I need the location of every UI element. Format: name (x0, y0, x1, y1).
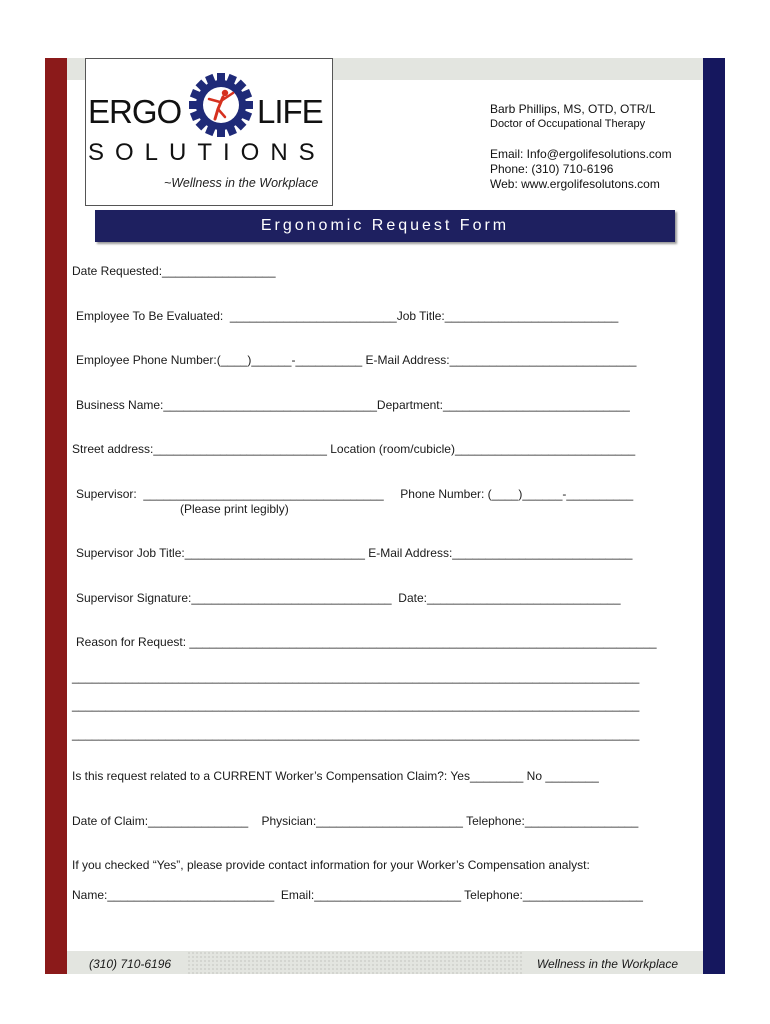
supervisor-job-title-field[interactable]: Supervisor Job Title:___________________________ E-Mail Address:___________________________ (76, 546, 633, 560)
contact-name: Barb Phillips, MS, OTD, OTR/L (490, 102, 656, 116)
street-address-field[interactable]: Street address:__________________________ Location (room/cubicle)___________________________ (72, 442, 636, 456)
workers-comp-question[interactable]: Is this request related to a CURRENT Worker’s Compensation Claim?: Yes________ No ________ (72, 769, 599, 783)
supervisor-field[interactable]: Supervisor: ____________________________________ Phone Number: (____)______-__________ (76, 487, 634, 501)
reason-blank-line[interactable]: _____________________________________________________________________________________ (72, 698, 640, 712)
reason-blank-line[interactable]: _____________________________________________________________________________________ (72, 727, 640, 741)
date-requested-field[interactable]: Date Requested:_________________ (72, 264, 276, 278)
analyst-instruction: If you checked “Yes”, please provide contact information for your Worker’s Compensation analyst: (72, 858, 590, 872)
form-title-bar (95, 210, 675, 242)
company-logo (85, 58, 333, 206)
logo-word-solutions: SOLUTIONS (88, 139, 326, 166)
footer-phone: (310) 710-6196 (89, 957, 172, 971)
footer-tagline: Wellness in the Workplace (536, 957, 678, 971)
claim-details-field[interactable]: Date of Claim:_______________ Physician:______________________ Telephone:_________________ (72, 814, 639, 828)
reason-field[interactable]: Reason for Request: ______________________________________________________________________ (76, 635, 657, 649)
contact-phone: Phone: (310) 710-6196 (490, 162, 614, 176)
contact-credential: Doctor of Occupational Therapy (490, 118, 646, 130)
logo-word-ergo: ERGO (88, 93, 182, 130)
footer-dot-pattern (187, 951, 523, 974)
reason-blank-line[interactable]: _____________________________________________________________________________________ (72, 670, 640, 684)
logo-tagline: ~Wellness in the Workplace (164, 176, 319, 190)
supervisor-signature-field[interactable]: Supervisor Signature:______________________________ Date:_____________________________ (76, 591, 621, 605)
left-accent-bar (45, 58, 67, 974)
employee-phone-field[interactable]: Employee Phone Number:(____)______-__________ E-Mail Address:____________________________ (76, 353, 637, 367)
employee-field[interactable]: Employee To Be Evaluated: _________________________Job Title:__________________________ (76, 309, 619, 323)
contact-web: Web: www.ergolifesolutons.com (490, 177, 660, 191)
gear-icon (185, 69, 257, 141)
right-accent-bar (703, 58, 725, 974)
form-title: Ergonomic Request Form (260, 217, 510, 234)
business-name-field[interactable]: Business Name:________________________________Department:____________________________ (76, 398, 630, 412)
logo-word-life: LIFE (257, 93, 323, 130)
contact-email: Email: Info@ergolifesolutions.com (490, 147, 672, 161)
analyst-contact-field[interactable]: Name:_________________________ Email:______________________ Telephone:__________________ (72, 888, 643, 902)
print-legibly-note: (Please print legibly) (180, 502, 289, 516)
